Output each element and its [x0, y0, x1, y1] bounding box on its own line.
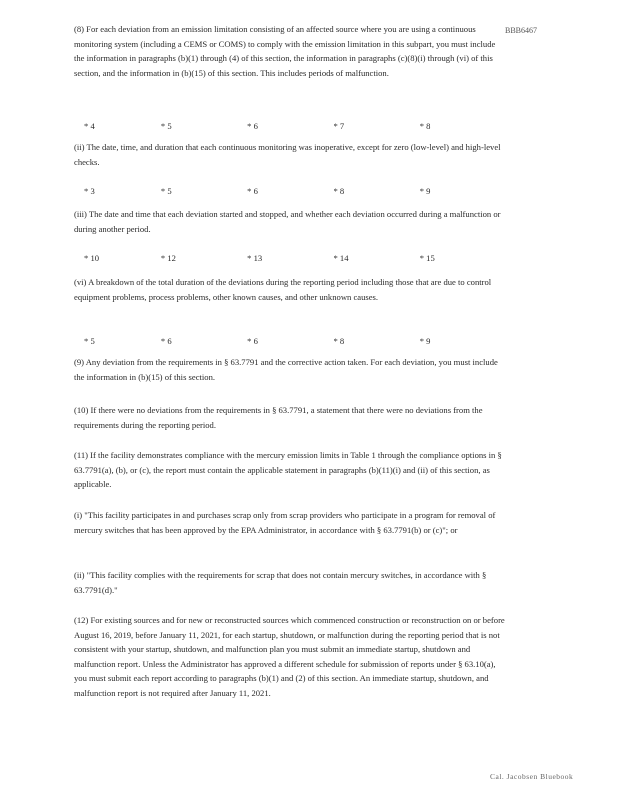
- omission-mark: * 15: [419, 253, 435, 263]
- omission-marks-row: [74, 253, 506, 263]
- omission-mark: * 6: [247, 186, 258, 196]
- omission-mark: * 6: [160, 336, 172, 346]
- paragraph-deviation-start-stop: (iii) The date and time that each deviation started and stopped, and whether each deviation occurred during a malfunction or during another period.: [74, 209, 501, 234]
- omission-mark: * 6: [247, 336, 258, 346]
- omission-mark: * 5: [84, 336, 95, 346]
- omission-mark: * 6: [247, 121, 258, 131]
- omission-mark: * 4: [84, 121, 95, 131]
- omission-mark: * 5: [160, 186, 172, 196]
- paragraph-startup-shutdown: (12) For existing sources and for new or reconstructed sources which commenced construction or reconstruction on or before August 16, 2019, before January 11, 2021, for each startup, shutdown, or malfunction during the reporting period that is not consistent with your startup, shutdown, and malfunction plan you must submit an immediate startup, shutdown and malfunction report. Unless the Administrator has approved a different schedule for submission of reports under § 63.10(a), you must submit each report according to paragraphs (b)(1) and (2) of this section. An immediate startup, shutdown, and malfunction report is not required after January 11, 2021.: [74, 615, 505, 698]
- omission-marks-row: [74, 186, 506, 196]
- omission-mark: * 14: [333, 253, 349, 263]
- paragraph-switch-removal: (i) "This facility participates in and purchases scrap only from scrap providers who participate in a program for removal of mercury switches that has been approved by the EPA Administrator, in accordance with § 63.7791(b) or (c)"; or: [74, 510, 496, 535]
- omission-mark: * 8: [333, 336, 345, 346]
- paragraph-no-deviations: (10) If there were no deviations from the requirements in § 63.7791, a statement that there were no deviations from the requirements during the reporting period.: [74, 405, 483, 430]
- paragraph-deviation-cms: (8) For each deviation from an emission limitation consisting of an affected source where you are using a continuous monitoring system (including a CEMS or COMS) to comply with the emission limitation in this subpart, you must include the information in paragraphs (b)(1) through (4) of this section, the information in paragraphs (c)(8)(i) through (vi) of this section, and the information in (b)(15) of this section. This includes periods of malfunction.: [74, 24, 496, 78]
- omission-mark: * 10: [84, 253, 100, 263]
- omission-mark: * 8: [419, 121, 431, 131]
- paragraph-no-switches: (ii) "This facility complies with the requirements for scrap that does not contain mercury switches, in accordance with § 63.7791(d).": [74, 570, 487, 595]
- omission-mark: * 8: [333, 186, 345, 196]
- footer-mark: Cal. Jacobsen Bluebook: [490, 772, 574, 781]
- document-code: BBB6467: [505, 26, 538, 35]
- paragraph-deviation-breakdown: (vi) A breakdown of the total duration of the deviations during the reporting period including those that are due to control equipment problems, process problems, other known causes, and other unknown causes.: [74, 277, 492, 302]
- omission-mark: * 3: [84, 186, 95, 196]
- omission-mark: * 13: [247, 253, 263, 263]
- omission-marks-row: [74, 121, 506, 131]
- omission-mark: * 9: [419, 336, 431, 346]
- omission-mark: * 9: [419, 186, 431, 196]
- paragraph-mercury-compliance: (11) If the facility demonstrates compliance with the mercury emission limits in Table 1 through the compliance options in § 63.7791(a), (b), or (c), the report must contain the applicable statement in paragraphs (b)(11)(i) and (ii) of this section, as applicable.: [74, 450, 502, 490]
- omission-mark: * 7: [333, 121, 345, 131]
- omission-mark: * 12: [160, 253, 176, 263]
- paragraph-deviation-corrective: (9) Any deviation from the requirements in § 63.7791 and the corrective action taken. For each deviation, you must include the information in (b)(15) of this section.: [74, 357, 498, 382]
- paragraph-monitoring-inoperative: (ii) The date, time, and duration that each continuous monitoring was inoperative, except for zero (low-level) and high-level checks.: [74, 142, 501, 167]
- omission-mark: * 5: [160, 121, 172, 131]
- omission-marks-row: [74, 336, 506, 346]
